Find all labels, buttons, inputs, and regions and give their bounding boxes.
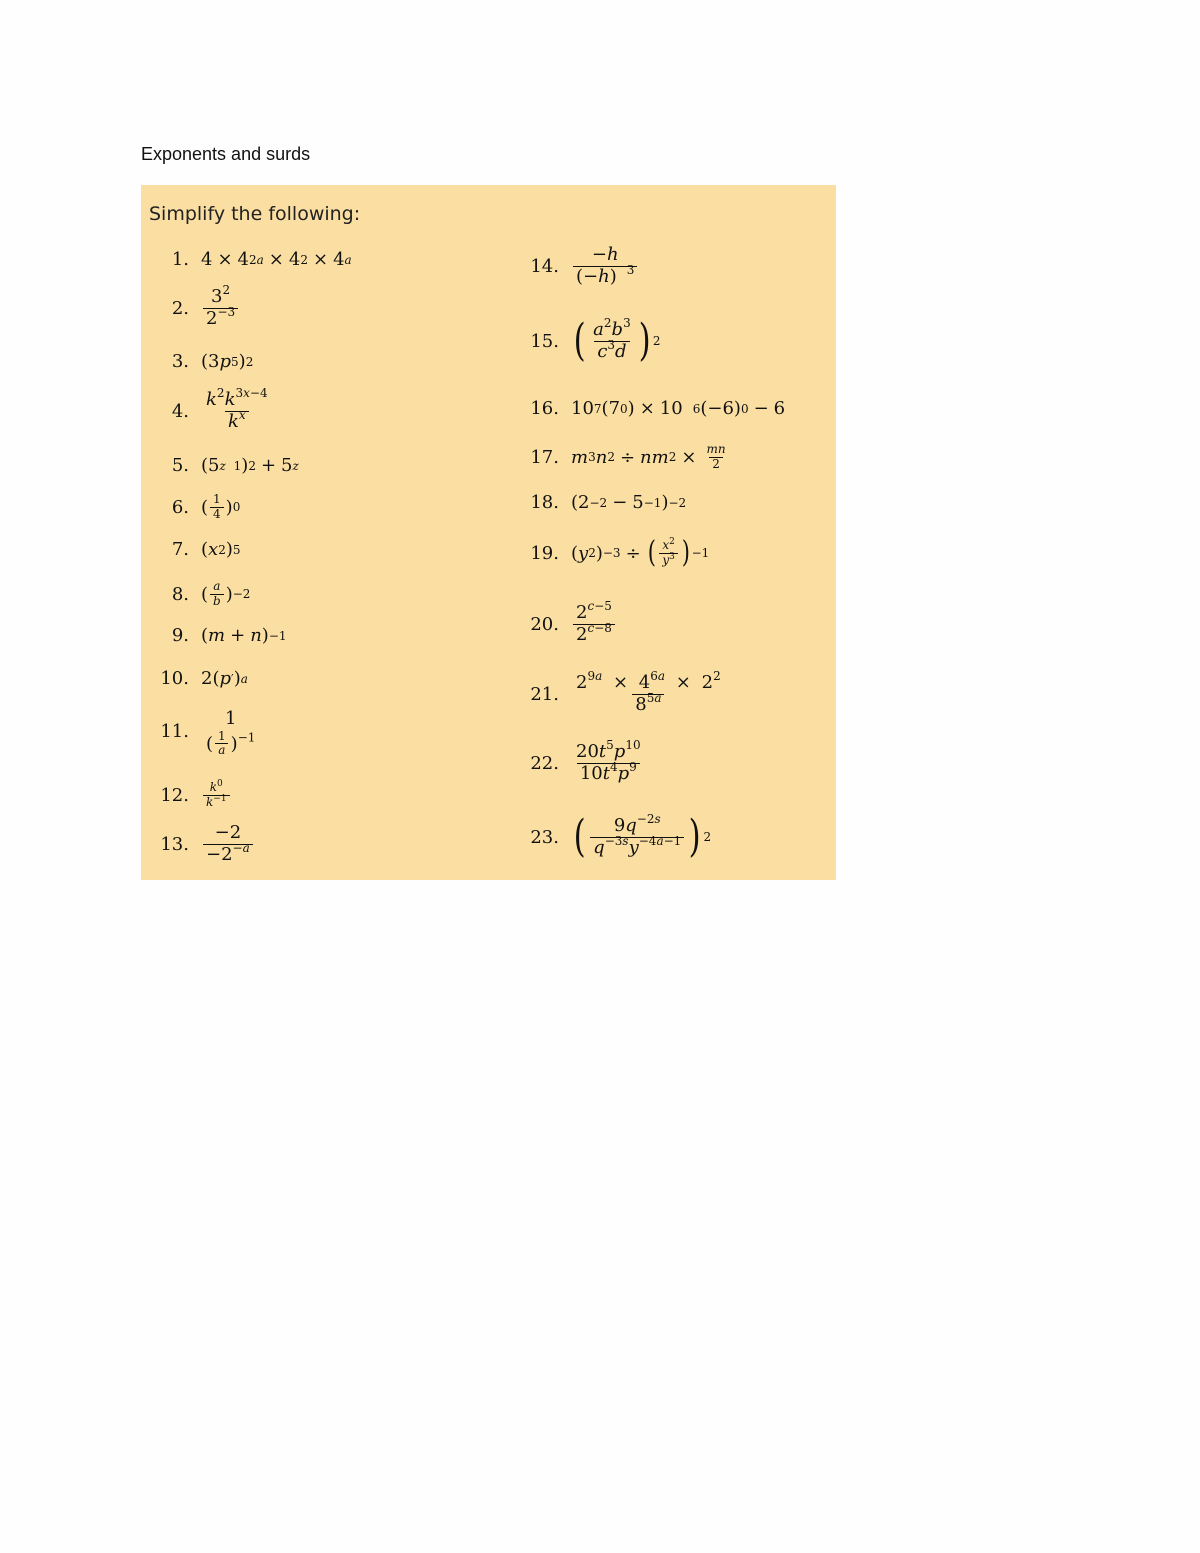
problem-number: 11. xyxy=(160,721,189,743)
problem-expression: ( $\frac{a}{b}$ ) −2 xyxy=(201,579,251,608)
instruction-text: Simplify the following: xyxy=(149,203,361,225)
problem-22 xyxy=(513,738,646,784)
problem-18 xyxy=(513,492,686,513)
problem-number: 19. xyxy=(530,542,559,564)
problem-expression: 4 × 4 2a × 4 2 × 4 a xyxy=(201,249,352,270)
problem-expression: ( x 2 ) 5 xyxy=(201,539,241,560)
problem-expression: $\frac{2^{c-5}}{2^{c-8}}$ xyxy=(573,603,615,645)
problem-expression: $\frac{-h}{(-h) ^3}$ xyxy=(573,245,637,287)
problem-number: 4. xyxy=(171,400,189,422)
document-title: Exponents and surds xyxy=(141,144,311,164)
problem-10 xyxy=(141,668,248,689)
problem-expression: $\frac{-2}{-2^{-a}}$ xyxy=(203,823,253,865)
problem-expression: ( m + n ) −1 xyxy=(201,625,287,646)
problem-11 xyxy=(141,705,260,758)
problem-expression: m 3 n 2 ÷ nm 2 × $\frac{mn}{2}$ xyxy=(571,442,726,471)
problem-19 xyxy=(513,535,710,570)
problem-expression: (3 p 5 ) 2 xyxy=(201,351,254,372)
problem-number: 23. xyxy=(530,826,559,848)
problem-13 xyxy=(141,823,255,865)
problem-12 xyxy=(141,781,232,810)
problem-expression: ( y 2 ) −3 ÷ ( $\frac{x^2}{y^3}$ ) −1 xyxy=(571,535,710,570)
problem-number: 2. xyxy=(171,297,189,319)
problem-5 xyxy=(141,455,299,476)
problem-20 xyxy=(513,599,617,645)
problem-9 xyxy=(141,625,287,646)
problem-1 xyxy=(141,249,352,270)
problem-number: 17. xyxy=(530,446,559,468)
problem-expression: $\frac{k^0}{k^{-1}}$ xyxy=(203,781,230,810)
problem-15 xyxy=(513,315,661,366)
problem-23 xyxy=(513,811,712,862)
problem-number: 18. xyxy=(530,492,559,513)
problem-number: 15. xyxy=(530,330,559,352)
problem-number: 1. xyxy=(171,249,189,270)
problem-number: 5. xyxy=(171,455,189,476)
problem-number: 12. xyxy=(160,784,189,806)
problem-4 xyxy=(141,386,273,432)
problem-expression: 2( p ′ ) a xyxy=(201,668,248,689)
exercise-panel xyxy=(141,185,836,880)
problem-expression: 1 ( $\frac{1}{a}$ )$^{-1}$ xyxy=(206,708,256,758)
problem-number: 22. xyxy=(530,752,559,774)
problem-expression: $\frac{2^{9a} \times 4^{6a} \times 2^2}{8^{5a}}$ xyxy=(576,669,721,715)
problem-7 xyxy=(141,539,241,560)
problem-expression: $\frac{k^2k^{3x-4}}{k^x}$ xyxy=(206,386,268,432)
problem-expression: $\frac{20t^5p^{10}}{10t^4p^9}$ xyxy=(576,738,641,784)
problem-expression: (2 −2 − 5 −1 ) −2 xyxy=(571,492,687,513)
problem-number: 6. xyxy=(171,496,189,518)
problem-17 xyxy=(513,443,731,472)
problem-number: 14. xyxy=(530,255,559,277)
problem-number: 3. xyxy=(171,351,189,372)
problem-number: 16. xyxy=(530,398,559,419)
problem-expression: (5 z 1 ) 2 + 5 z xyxy=(201,455,299,476)
problem-expression: ( $\frac{a^2b^3}{c^3d}$ ) 2 xyxy=(573,315,661,366)
problem-expression: $\frac{3^2}{2^{-3}}$ xyxy=(203,287,238,329)
problem-number: 10. xyxy=(160,668,189,689)
problem-number: 20. xyxy=(530,613,559,635)
problem-14 xyxy=(513,245,639,287)
problem-expression: ( $\frac{9q^{-2s}}{q^{-3s}y^{-4a-1}}$ ) 2 xyxy=(573,811,712,862)
problem-number: 8. xyxy=(171,583,189,605)
problem-16 xyxy=(513,398,785,419)
problem-number: 21. xyxy=(530,683,559,705)
problem-3 xyxy=(141,351,253,372)
problem-expression: 10 7 (7 0 ) × 10 6 (−6) 0 − 6 xyxy=(571,398,786,419)
problem-expression: ( $\frac{1}{4}$ ) 0 xyxy=(201,492,241,521)
problem-21 xyxy=(513,669,726,715)
problem-number: 13. xyxy=(160,833,189,855)
problem-2 xyxy=(141,283,240,329)
problem-number: 7. xyxy=(171,539,189,560)
problem-number: 9. xyxy=(171,625,189,646)
problem-6 xyxy=(141,493,240,522)
problem-8 xyxy=(141,580,250,609)
